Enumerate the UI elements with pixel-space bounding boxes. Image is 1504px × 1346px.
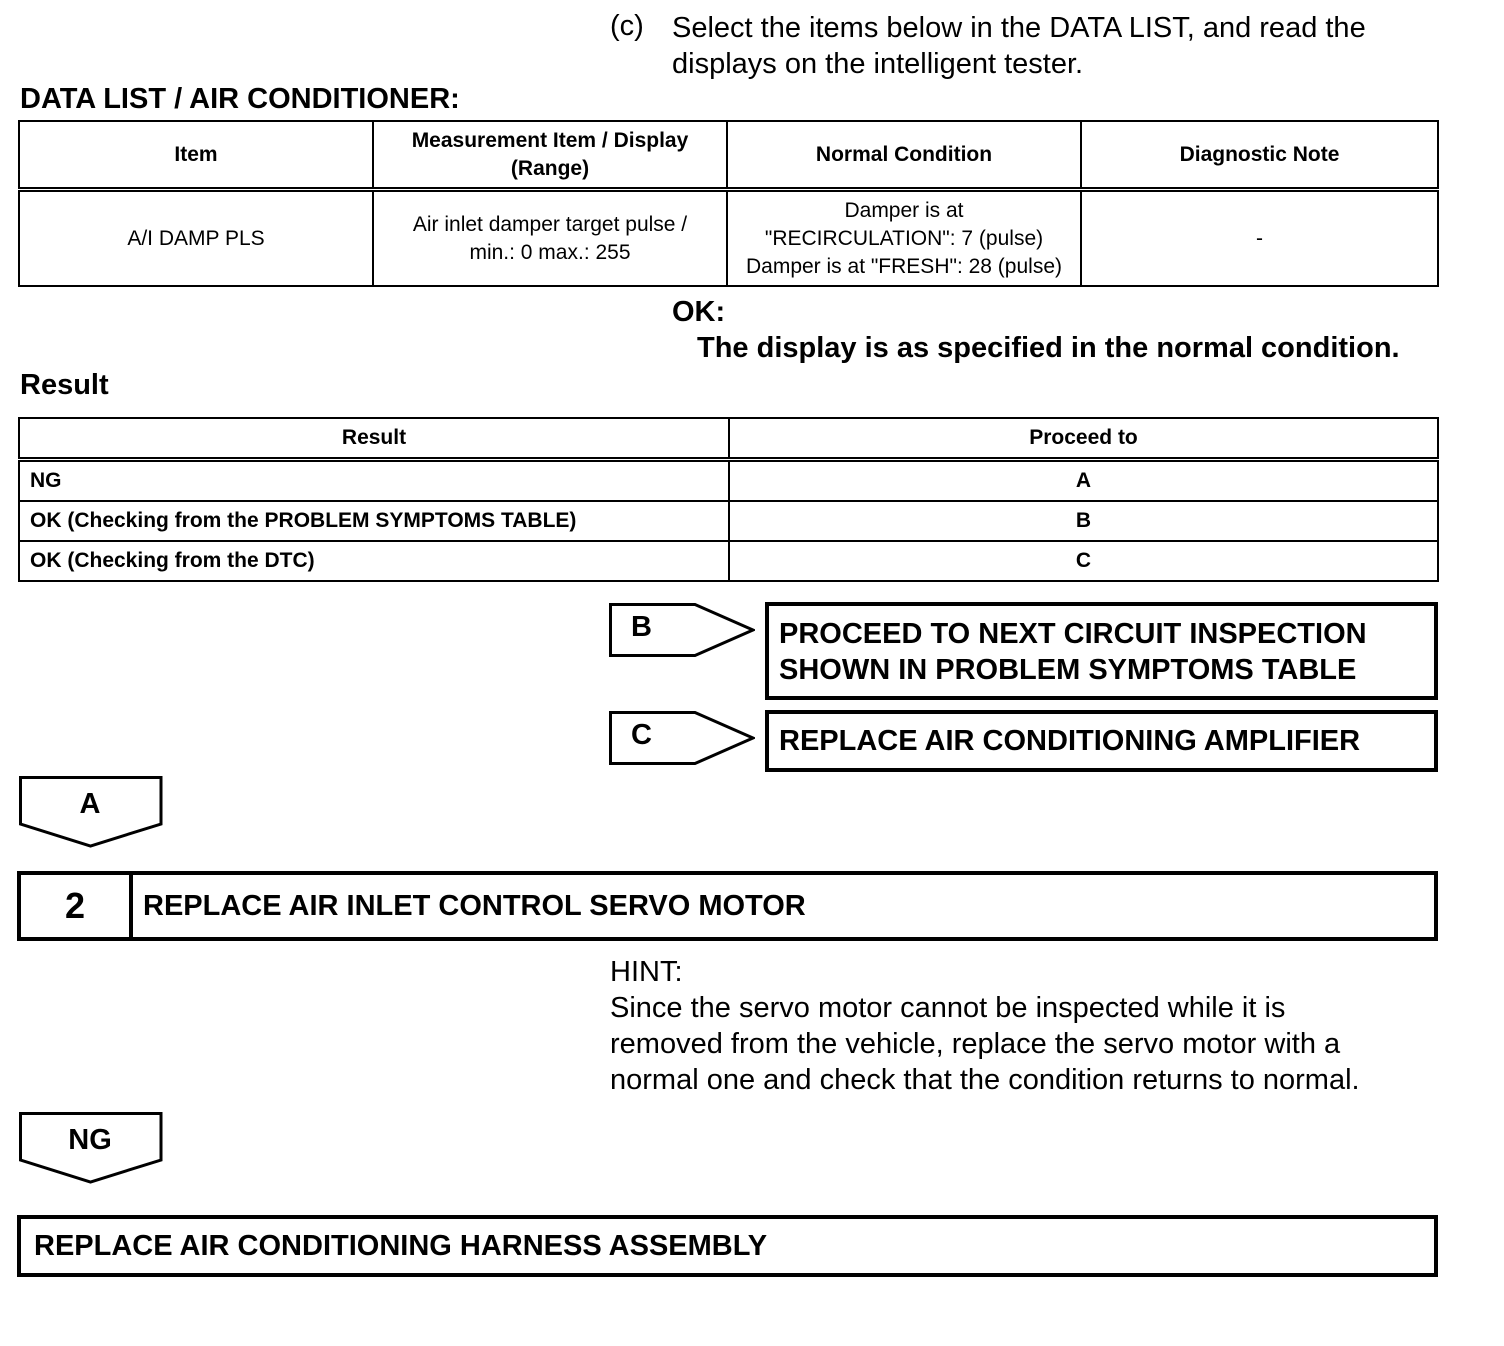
result-header-row bbox=[19, 418, 1438, 460]
table-row bbox=[19, 541, 1438, 581]
table-row bbox=[19, 501, 1438, 541]
result-cell: NG bbox=[19, 460, 729, 502]
hint-line-3: normal one and check that the condition returns to normal. bbox=[610, 1064, 1360, 1096]
header-proceed-to: Proceed to bbox=[729, 418, 1438, 460]
header-measurement-line-1: Measurement Item / Display bbox=[411, 128, 689, 152]
cell-measurement-line-2: min.: 0 max.: 255 bbox=[469, 240, 631, 264]
data-list-table bbox=[18, 120, 1439, 287]
step-instruction bbox=[672, 10, 1452, 82]
instruction-line-2: displays on the intelligent tester. bbox=[672, 48, 1084, 80]
step-label: (c) bbox=[610, 10, 644, 42]
final-action-box bbox=[17, 1215, 1438, 1277]
cell-diagnostic-note: - bbox=[1081, 190, 1438, 287]
header-diagnostic-note: Diagnostic Note bbox=[1081, 121, 1438, 190]
step-2-title: REPLACE AIR INLET CONTROL SERVO MOTOR bbox=[143, 890, 806, 922]
branch-b-action-line-1: PROCEED TO NEXT CIRCUIT INSPECTION bbox=[779, 618, 1367, 650]
branch-a-arrow bbox=[19, 776, 165, 848]
ng-letter: NG bbox=[68, 1124, 112, 1156]
header-measurement bbox=[373, 121, 727, 190]
step-2-box bbox=[17, 871, 1438, 941]
hint-label: HINT: bbox=[610, 956, 683, 988]
instruction-line-1: Select the items below in the DATA LIST, and read the bbox=[672, 12, 1366, 44]
hint-block bbox=[610, 954, 1450, 1098]
header-result: Result bbox=[19, 418, 729, 460]
table-row bbox=[19, 460, 1438, 502]
branch-b-arrow bbox=[609, 603, 755, 657]
branch-a-letter: A bbox=[79, 788, 101, 820]
ok-label: OK: bbox=[672, 296, 726, 328]
result-cell: OK (Checking from the PROBLEM SYMPTOMS TABLE) bbox=[19, 501, 729, 541]
cell-normal-line-2: "RECIRCULATION": 7 (pulse) bbox=[764, 226, 1044, 250]
final-action: REPLACE AIR CONDITIONING HARNESS ASSEMBLY bbox=[34, 1230, 768, 1262]
proceed-cell: A bbox=[729, 460, 1438, 502]
cell-normal-line-1: Damper is at bbox=[844, 198, 964, 222]
result-cell: OK (Checking from the DTC) bbox=[19, 541, 729, 581]
cell-normal-line-3: Damper is at "FRESH": 28 (pulse) bbox=[745, 254, 1062, 278]
ok-text: The display is as specified in the normal condition. bbox=[697, 332, 1400, 364]
cell-measurement bbox=[373, 190, 727, 287]
proceed-cell: B bbox=[729, 501, 1438, 541]
branch-b-action-line-2: SHOWN IN PROBLEM SYMPTOMS TABLE bbox=[779, 654, 1357, 686]
header-item: Item bbox=[19, 121, 373, 190]
branch-c-action-box bbox=[765, 710, 1438, 772]
header-normal-condition: Normal Condition bbox=[727, 121, 1081, 190]
data-list-header-row bbox=[19, 121, 1438, 190]
cell-normal-condition bbox=[727, 190, 1081, 287]
proceed-cell: C bbox=[729, 541, 1438, 581]
hint-line-2: removed from the vehicle, replace the servo motor with a bbox=[610, 1028, 1341, 1060]
data-list-title: DATA LIST / AIR CONDITIONER: bbox=[20, 83, 460, 115]
cell-item: A/I DAMP PLS bbox=[19, 190, 373, 287]
branch-b-letter: B bbox=[631, 611, 652, 643]
branch-c-action: REPLACE AIR CONDITIONING AMPLIFIER bbox=[779, 725, 1361, 757]
cell-measurement-line-1: Air inlet damper target pulse / bbox=[412, 212, 688, 236]
result-table bbox=[18, 417, 1439, 582]
branch-c-arrow bbox=[609, 711, 755, 765]
result-title: Result bbox=[20, 369, 109, 401]
branch-b-action-box bbox=[765, 602, 1438, 700]
table-row bbox=[19, 190, 1438, 287]
branch-c-letter: C bbox=[631, 719, 652, 751]
hint-line-1: Since the servo motor cannot be inspected while it is bbox=[610, 992, 1286, 1024]
ng-arrow bbox=[19, 1112, 165, 1184]
header-measurement-line-2: (Range) bbox=[510, 156, 590, 180]
step-2-number: 2 bbox=[21, 875, 133, 937]
